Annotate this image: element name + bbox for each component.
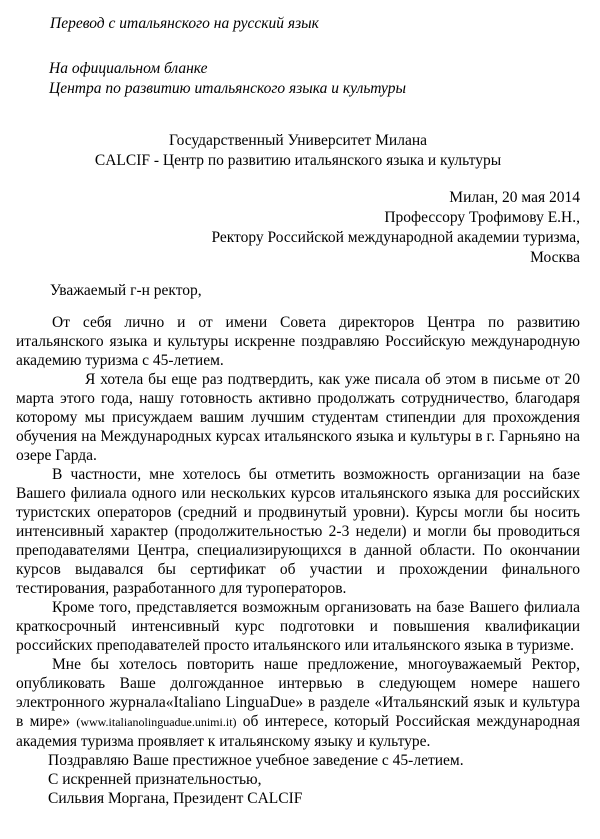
letter-closing <box>16 751 580 808</box>
address-block <box>16 188 580 268</box>
recipient-title: Ректору Российской международной академии туризма, <box>211 229 580 246</box>
recipient-city: Москва <box>530 249 580 266</box>
letterhead-note <box>49 59 580 99</box>
valediction: С искренней признательностью, <box>48 771 262 788</box>
paragraph-teacher-training: Кроме того, представляется возможным организовать на базе Вашего филиала краткосрочный интенсивный курс подготовки и повышения квалификации российских преподавателей просто итальянского или итальянского языка в туризме. <box>16 599 580 654</box>
paragraph-courses-proposal: В частности, мне хотелось бы отметить возможность организации на базе Вашего филиала одного или нескольких курсов итальянского языка для российских туристских операторов (средний и продвинутый уровни). Курсы могли бы носить интенсивный характер (продолжительностью 2-3 недели) и могли бы проводиться преподавателями Центра, специализирующихся в данной области. По окончании курсов выдавался бы сертификат об участии и прохождении финального тестирования, разработанного для туроператоров. <box>16 466 580 597</box>
journal-url: (www.italianolinguadue.unimi.it) <box>76 715 237 729</box>
recipient-name: Профессору Трофимову Е.Н., <box>384 209 580 226</box>
salutation: Уважаемый г-н ректор, <box>50 282 202 299</box>
congratulation-line: Поздравляю Ваше престижное учебное заведение с 45-летием. <box>48 752 464 769</box>
university-name: Государственный Университет Милана <box>168 132 428 149</box>
paragraph-cooperation: Я хотела бы еще раз подтвердить, как уже писала об этом в письме от 20 марта этого года, нашу готовность активно продолжать сотрудничество, благодаря которому мы присуждаем вашим лучшим студентам стипендии для прохождения обучения на Международных курсах итальянского языка и культуры в г. Гарньяно на озере Гарда. <box>16 371 580 464</box>
letterhead-note-line2: Центра по развитию итальянского языка и культуры <box>49 80 406 97</box>
letter-body <box>16 313 580 751</box>
interview-text-after-url: об интересе, который Российская международная академия туризма проявляет к итальянскому языку и культуре. <box>16 713 580 750</box>
translation-note: Перевод с итальянского на русский язык <box>50 15 319 32</box>
paragraph-congratulation-45: От себя лично и от имени Совета директоров Центра по развитию итальянского языка и культуры искренне поздравляю Российскую международную академию туризма с 45-летием. <box>16 314 580 369</box>
center-name: CALCIF - Центр по развитию итальянского языка и культуры <box>94 152 502 169</box>
place-date-line: Милан, 20 мая 2014 <box>449 189 580 206</box>
paragraph-interview-proposal <box>16 655 580 751</box>
signature: Сильвия Моргана, Президент CALCIF <box>48 790 303 807</box>
letterhead-note-line1: На официальном бланке <box>49 60 208 77</box>
interview-text-before-url: Мне бы хотелось повторить наше предложение, многоуважаемый Ректор, опубликовать Ваше долгожданное интервью в следующем номере нашего электронного журнала«Italiano LinguaDue» в разделе «Итальянский язык и культура в мире» <box>16 656 580 730</box>
organization-header <box>16 131 580 171</box>
